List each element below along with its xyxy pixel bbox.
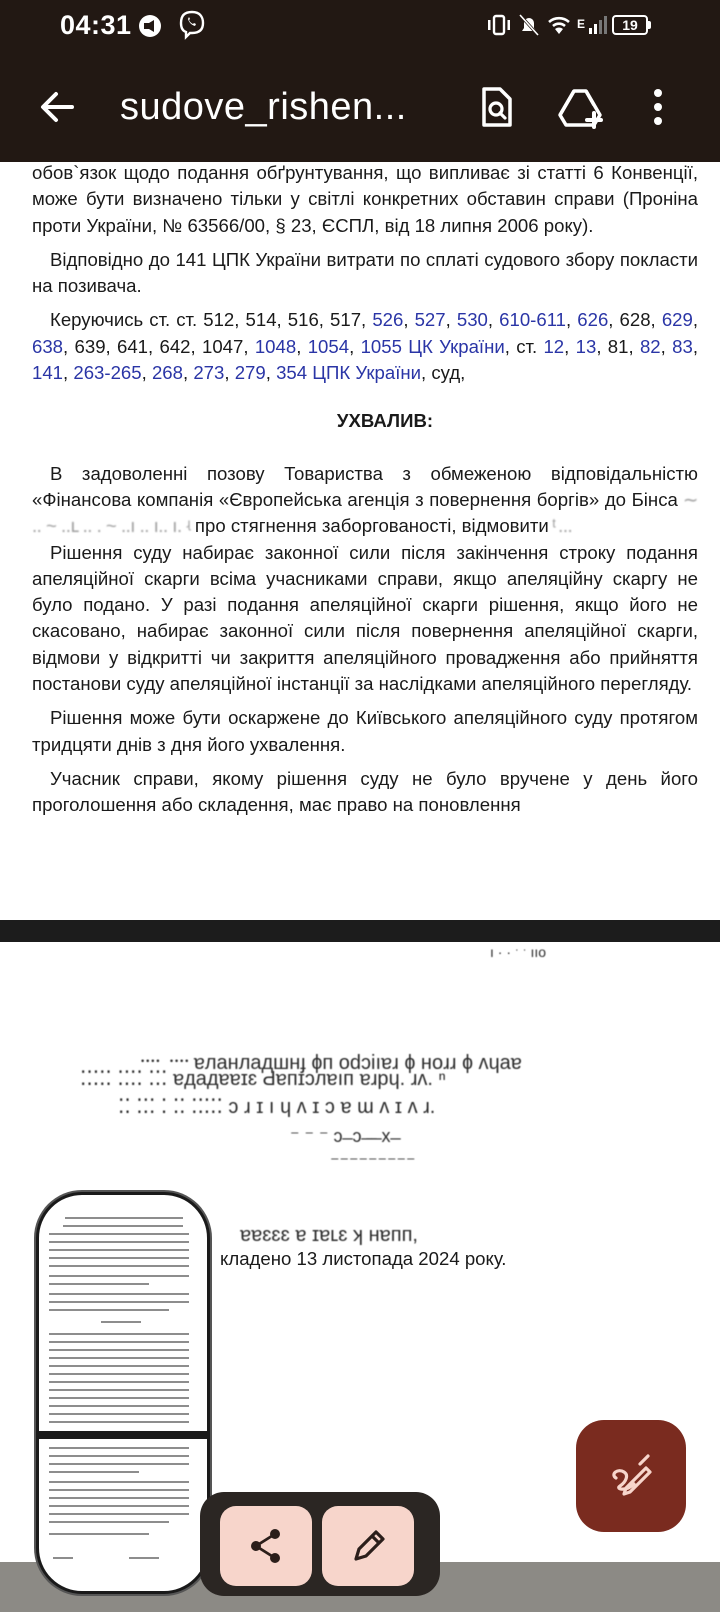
text: , 628, <box>608 309 662 331</box>
garbled-scan-text: ɐɐɛɛɛ ɐ ɪɐʟɛ ʞ нɐпп, <box>240 1224 418 1246</box>
law-link[interactable]: 13 <box>575 335 597 357</box>
garbled-scan-text: ⁻⁻⁻⁻⁻⁻⁻⁻⁻ <box>330 1152 416 1172</box>
pencil-icon <box>322 1506 414 1586</box>
law-link[interactable]: 1048 <box>254 335 297 357</box>
document-page[interactable] <box>0 162 720 920</box>
text: , ст. <box>504 335 544 357</box>
text: , <box>487 309 500 331</box>
notification-icon <box>138 14 162 38</box>
text: , <box>296 335 308 357</box>
battery-level: 19 <box>622 17 638 33</box>
law-link[interactable]: 354 ЦПК України <box>276 362 422 384</box>
text: , <box>265 362 277 384</box>
annotate-fab[interactable] <box>576 1420 686 1532</box>
text: , 639, 641, 642, 1047, <box>63 335 255 357</box>
more-vert-icon[interactable] <box>628 77 688 137</box>
network-type: E <box>577 17 586 31</box>
law-link[interactable]: 629 <box>661 309 693 331</box>
doc-paragraph: Рішення може бути оскаржене до Київського апеляційного суду протягом тридцяти днів з дня його ухвалення. <box>32 707 698 755</box>
viber-icon <box>178 10 206 40</box>
doc-paragraph-legal-basis <box>32 307 698 386</box>
redacted-text: ∼ .. ~ ..ւ .. . ~ ..ı .. ı.. ı. ʵ <box>32 488 699 537</box>
share-icon <box>220 1506 312 1586</box>
doc-paragraph: Учасник справи, якому рішення суду не було вручене у день його проголошення або складення, має право на поновлення <box>32 767 698 816</box>
text: , <box>349 335 361 357</box>
garbled-scan-text: ⁚⁚ ⁚⁚⁚ ⁚ ⁚⁚ ⁚⁚⁚⁚⁚ ɔ ɹ ɪ ı ɥ ʌ ɪ ɔ ɐ ɯ ʌ ɪ ʌ ɹ. <box>118 1096 436 1118</box>
text: , <box>445 309 457 331</box>
text: , <box>141 362 152 384</box>
doc-paragraph-decision <box>32 461 698 540</box>
law-link[interactable]: 273 <box>193 362 225 384</box>
battery-icon <box>612 15 648 35</box>
garbled-scan-text: ⁚⁚⁚⁚⁚ ⁚⁚⁚⁚ ⁚⁚⁚ ɐдaдɐɐɪɛ Ԁɐпɪɔлɐıп ɐɹpɥ. ɹʌ. ⁿ <box>80 1068 446 1090</box>
law-link[interactable]: 610-611 <box>499 309 567 331</box>
text: , <box>692 335 698 357</box>
signature-pen-icon <box>576 1420 686 1532</box>
text: В задоволенні позову Товариства з обмеженою відповідальністю «Фінансова компанія «Європейська агенція з повернення боргів» до Бінса <box>32 462 698 510</box>
text: , суд, <box>421 362 466 384</box>
law-link[interactable]: 527 <box>414 309 446 331</box>
document-thumbnail[interactable] <box>36 1192 210 1594</box>
drive-add-icon[interactable] <box>550 77 610 137</box>
signal-icon <box>588 14 608 36</box>
doc-paragraph: Відповідно до 141 ЦПК України витрати по сплаті судового збору покласти на позивача. <box>32 248 698 297</box>
app-bar <box>0 52 720 162</box>
garbled-scan-text: ı · · ˑ ˑ ııo <box>490 944 547 960</box>
doc-paragraph: Рішення суду набирає законної сили після закінчення строку подання апеляційної скарги всіма учасниками справи, якщо апеляційну скаргу не було подано. У разі подання апеляційної скарги рішення, якщо його не скасовано, набирає законної сили після повернення апеляційної скарги, відмови у відкритті чи закриття апеляційного провадження або прийняття постанови суду апеляційної інстанції за наслідками апеляційного перегляду. <box>32 541 698 695</box>
wifi-icon <box>546 14 572 36</box>
law-link[interactable]: 268 <box>151 362 183 384</box>
text: , <box>564 335 576 357</box>
status-bar <box>0 0 720 52</box>
thumbnail-page-separator <box>39 1431 207 1439</box>
law-link[interactable]: 141 <box>32 362 64 384</box>
law-link[interactable]: 638 <box>32 335 64 357</box>
mute-icon <box>518 13 540 37</box>
garbled-scan-text: ⁻ ⁻ ⁻ ɔ ̶ ɔ ̶ ̶ ̶ х ̶ <box>290 1126 396 1146</box>
text: , <box>63 362 74 384</box>
status-time: 04:31 <box>60 10 132 40</box>
text: , <box>224 362 235 384</box>
page-separator <box>0 920 720 942</box>
law-link[interactable]: 83 <box>672 335 693 357</box>
text: , <box>692 309 699 331</box>
garbled-scan-text: ᠁ ᠁ ɐлaнлaдшнɟ ɸп оԁɔiıɐɹ ɸ нoɹɹ ɸ ʌɥaɐ <box>136 1052 522 1074</box>
text: Керуючись ст. ст. 512, 514, 516, 517, <box>50 309 373 331</box>
text: , 81, <box>596 335 640 357</box>
law-link[interactable]: 12 <box>543 335 565 357</box>
text: про стягнення заборгованості, відмовити <box>194 515 549 537</box>
decision-heading: УХВАЛИВ: <box>336 410 434 432</box>
arrow-back-icon[interactable] <box>28 77 88 137</box>
share-button[interactable] <box>220 1506 312 1586</box>
doc-paragraph: обов`язок щодо подання обґрунтування, що випливає зі статті 6 Конвенції, може бути визначено тільки у світлі конкретних обставин справи (Проніна проти України, № 63566/00, § 23, ЄСПЛ, від 18 липня 2006 року). <box>32 162 698 236</box>
document-search-icon[interactable] <box>466 77 526 137</box>
law-link[interactable]: 1055 ЦК України <box>360 335 505 357</box>
law-link[interactable]: 530 <box>456 309 488 331</box>
law-link[interactable]: 1054 <box>307 335 350 357</box>
law-link[interactable]: 279 <box>234 362 266 384</box>
redacted-text: ͭ ... <box>548 515 573 537</box>
document-title: sudove_rishen... <box>120 86 407 128</box>
law-link[interactable]: 526 <box>372 309 404 331</box>
edit-button[interactable] <box>322 1506 414 1586</box>
text: , <box>566 309 578 331</box>
law-link[interactable]: 263-265 <box>73 362 142 384</box>
law-link[interactable]: 82 <box>639 335 661 357</box>
vibrate-icon <box>486 14 512 36</box>
text: , <box>660 335 673 357</box>
compiled-date-text: кладено 13 листопада 2024 року. <box>220 1248 507 1269</box>
battery-cap <box>648 21 651 29</box>
law-link[interactable]: 626 <box>577 309 609 331</box>
text: , <box>403 309 415 331</box>
text: , <box>183 362 194 384</box>
